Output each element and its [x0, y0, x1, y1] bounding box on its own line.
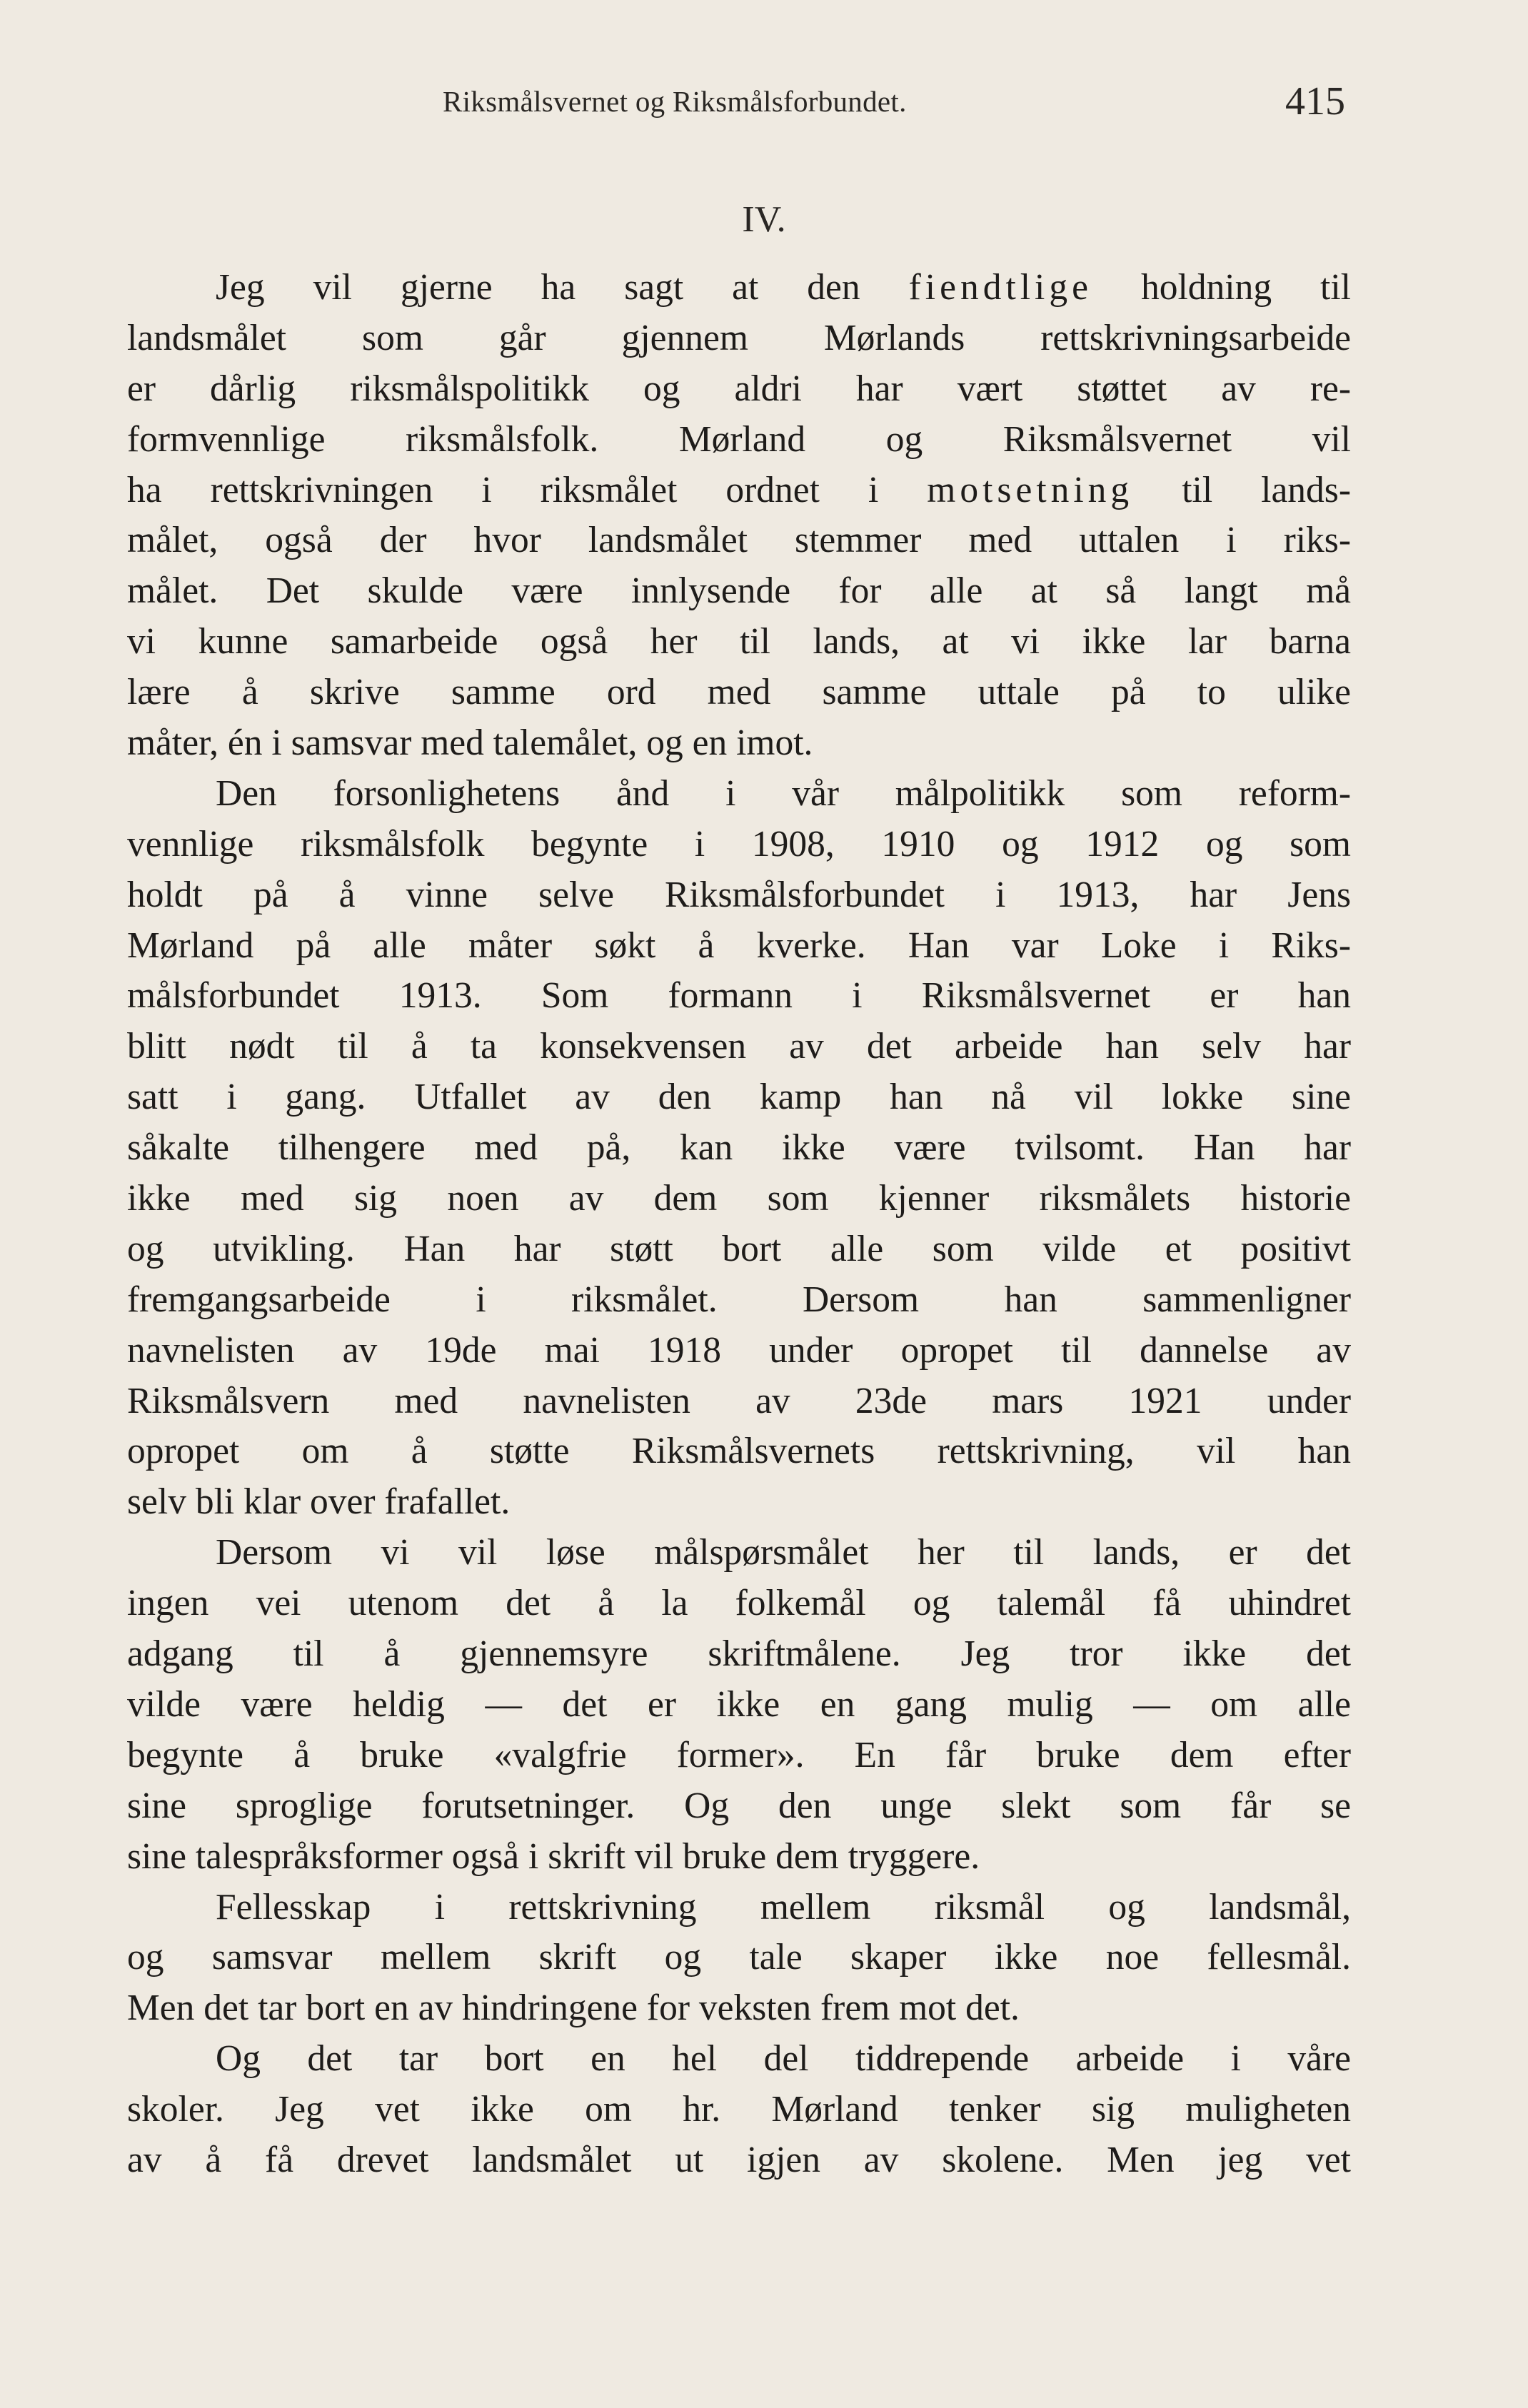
page-number: 415: [1285, 79, 1345, 124]
paragraph: [127, 263, 1351, 769]
text-line: målet, også der hvor landsmålet stemmer med uttalen i riks-: [127, 520, 1351, 561]
spaced-emphasis: motsetning: [927, 469, 1134, 510]
text-line: Og det tar bort en hel del tiddrepende arbeide i våre: [216, 2038, 1351, 2080]
text-line: og utvikling. Han har støtt bort alle som vilde et positivt: [127, 1228, 1351, 1269]
text-line: Mørland på alle måter søkt å kverke. Han var Loke i Riks-: [127, 925, 1351, 966]
text-line: Men det tar bort en av hindringene for veksten frem mot det.: [127, 1988, 1020, 2029]
text-line: selv bli klar over frafallet.: [127, 1481, 511, 1523]
text-line: Fellesskap i rettskrivning mellem riksmål og landsmål,: [216, 1886, 1351, 1928]
text-line: Riksmålsvern med navnelisten av 23de mars 1921 under: [127, 1380, 1351, 1421]
paragraph: [127, 769, 1351, 1528]
text-line: vennlige riksmålsfolk begynte i 1908, 1910 og 1912 og som: [127, 823, 1351, 865]
body-text: [127, 263, 1351, 2186]
text-line: målsforbundet 1913. Som formann i Riksmålsvernet er han: [127, 975, 1351, 1017]
text-line: måter, én i samsvar med talemålet, og en imot.: [127, 722, 813, 764]
text-line: såkalte tilhengere med på, kan ikke være tvilsomt. Han har: [127, 1127, 1351, 1169]
text-line: fremgangsarbeide i riksmålet. Dersom han sammenligner: [127, 1279, 1351, 1320]
text-line: begynte å bruke «valgfrie former». En får bruke dem efter: [127, 1734, 1351, 1775]
paragraph: [127, 1883, 1351, 2035]
text-line: målet. Det skulde være innlysende for alle at så langt må: [127, 570, 1351, 612]
spaced-emphasis: fiendtlige: [908, 267, 1092, 308]
text-line: satt i gang. Utfallet av den kamp han nå vil lokke sine: [127, 1077, 1351, 1118]
text-line: Dersom vi vil løse målspørsmålet her til lands, er det: [216, 1532, 1351, 1573]
paragraph: [127, 2034, 1351, 2186]
text-line: Jeg vil gjerne ha sagt at den fiendtlige holdning til: [216, 267, 1351, 308]
text-line: ha rettskrivningen i riksmålet ordnet i motsetning til lands-: [127, 469, 1351, 510]
text-line: lære å skrive samme ord med samme uttale på to ulike: [127, 672, 1351, 713]
text-line: sine talespråksformer også i skrift vil bruke dem tryggere.: [127, 1835, 980, 1877]
text-line: vilde være heldig — det er ikke en gang mulig — om alle: [127, 1683, 1351, 1725]
text-line: opropet om å støtte Riksmålsvernets rettskrivning, vil han: [127, 1431, 1351, 1472]
text-line: og samsvar mellem skrift og tale skaper ikke noe fellesmål.: [127, 1937, 1351, 1978]
text-line: formvennlige riksmålsfolk. Mørland og Riksmålsvernet vil: [127, 418, 1351, 460]
text-line: holdt på å vinne selve Riksmålsforbundet i 1913, har Jens: [127, 874, 1351, 915]
text-line: ikke med sig noen av dem som kjenner riksmålets historie: [127, 1178, 1351, 1219]
text-line: vi kunne samarbeide også her til lands, at vi ikke lar barna: [127, 621, 1351, 663]
text-line: sine sproglige forutsetninger. Og den unge slekt som får se: [127, 1785, 1351, 1826]
running-head: Riksmålsvernet og Riksmålsforbundet.: [443, 85, 907, 118]
text-line: av å få drevet landsmålet ut igjen av skolene. Men jeg vet: [127, 2139, 1351, 2180]
paragraph: [127, 1528, 1351, 1882]
text-line: Den forsonlighetens ånd i vår målpolitikk som reform-: [216, 772, 1351, 814]
text-line: navnelisten av 19de mai 1918 under opropet til dannelse av: [127, 1329, 1351, 1371]
text-line: adgang til å gjennemsyre skriftmålene. Jeg tror ikke det: [127, 1633, 1351, 1675]
text-line: ingen vei utenom det å la folkemål og talemål få uhindret: [127, 1583, 1351, 1624]
section-heading: IV.: [742, 199, 786, 240]
text-line: er dårlig riksmålspolitikk og aldri har vært støttet av re-: [127, 368, 1351, 409]
text-line: landsmålet som går gjennem Mørlands rettskrivningsarbeide: [127, 317, 1351, 358]
text-line: blitt nødt til å ta konsekvensen av det arbeide han selv har: [127, 1026, 1351, 1067]
text-line: skoler. Jeg vet ikke om hr. Mørland tenker sig muligheten: [127, 2089, 1351, 2130]
